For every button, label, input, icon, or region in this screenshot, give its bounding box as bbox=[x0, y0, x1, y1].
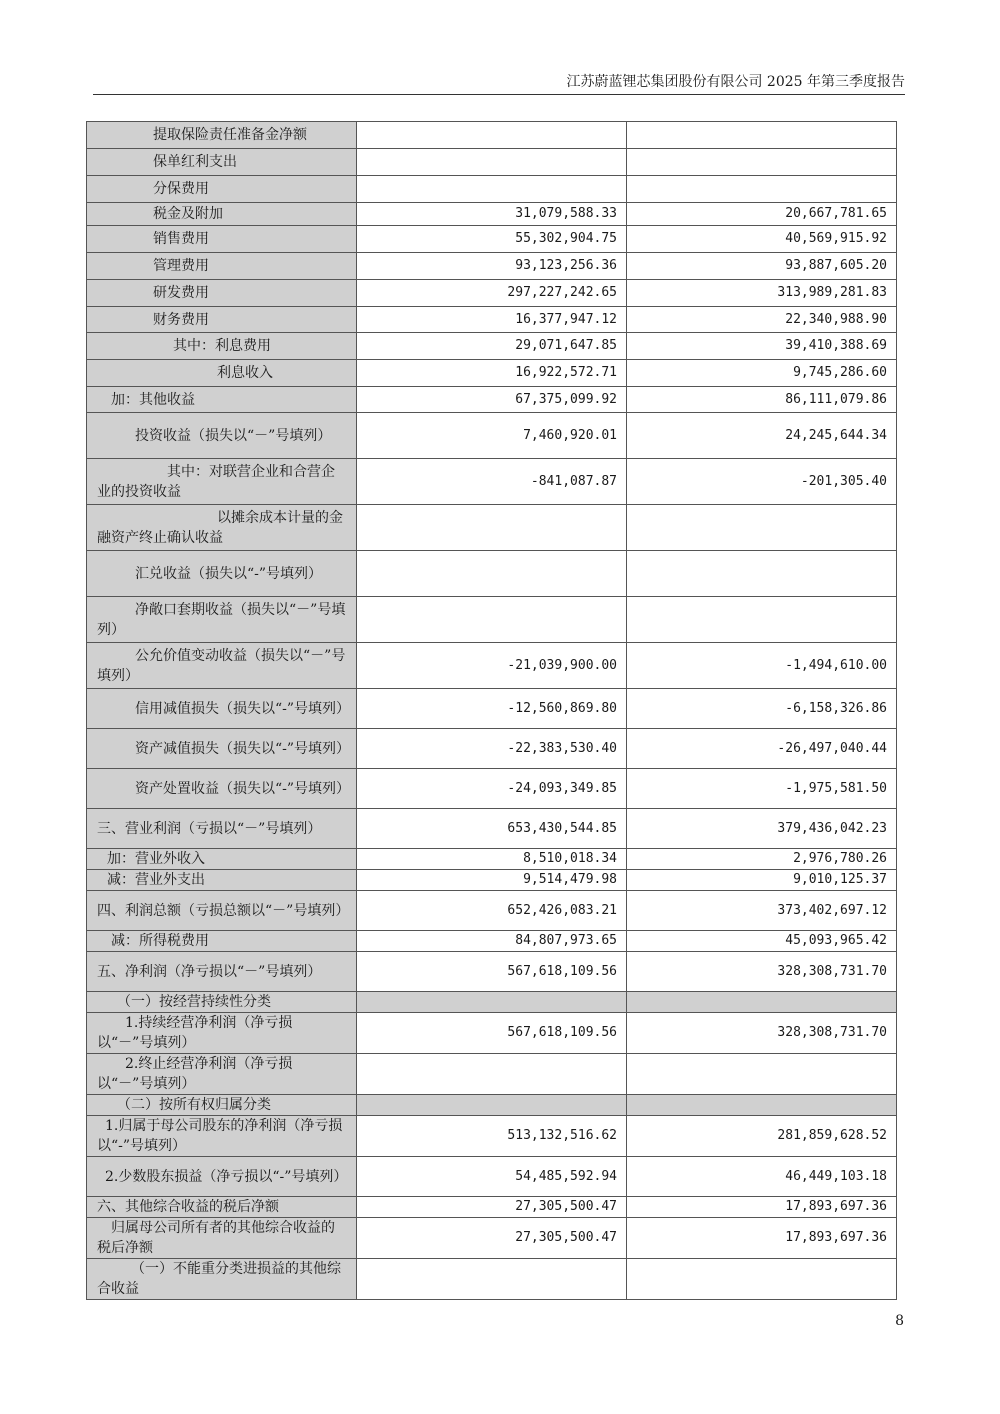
prior-period-value: 46,449,103.18 bbox=[627, 1157, 897, 1197]
row-label: 税金及附加 bbox=[87, 203, 357, 226]
current-period-value: -12,560,869.80 bbox=[357, 689, 627, 729]
prior-period-value: 17,893,697.36 bbox=[627, 1197, 897, 1218]
income-statement-body bbox=[87, 122, 897, 1300]
current-period-value: 513,132,516.62 bbox=[357, 1116, 627, 1157]
prior-period-value bbox=[627, 122, 897, 149]
current-period-value: 84,807,973.65 bbox=[357, 931, 627, 952]
current-period-value: -21,039,900.00 bbox=[357, 643, 627, 689]
table-row bbox=[87, 226, 897, 253]
prior-period-value: 86,111,079.86 bbox=[627, 387, 897, 413]
prior-period-value: 24,245,644.34 bbox=[627, 413, 897, 459]
prior-period-value bbox=[627, 597, 897, 643]
current-period-value: 8,510,018.34 bbox=[357, 849, 627, 870]
prior-period-value: 9,745,286.60 bbox=[627, 360, 897, 387]
table-row bbox=[87, 1218, 897, 1259]
row-label: 提取保险责任准备金净额 bbox=[87, 122, 357, 149]
table-row bbox=[87, 360, 897, 387]
current-period-value: 55,302,904.75 bbox=[357, 226, 627, 253]
row-label: （二）按所有权归属分类 bbox=[87, 1095, 357, 1116]
table-row bbox=[87, 643, 897, 689]
report-header: 江苏蔚蓝锂芯集团股份有限公司 2025 年第三季度报告 bbox=[93, 72, 905, 95]
table-row bbox=[87, 597, 897, 643]
row-label: 其中：利息费用 bbox=[87, 333, 357, 360]
row-label: 四、利润总额（亏损总额以“－”号填列） bbox=[87, 891, 357, 931]
row-label: 管理费用 bbox=[87, 253, 357, 280]
table-row bbox=[87, 122, 897, 149]
current-period-value: 7,460,920.01 bbox=[357, 413, 627, 459]
prior-period-value: 39,410,388.69 bbox=[627, 333, 897, 360]
prior-period-value: 45,093,965.42 bbox=[627, 931, 897, 952]
row-label: 净敞口套期收益（损失以“－”号填列） bbox=[87, 597, 357, 643]
prior-period-value: -201,305.40 bbox=[627, 459, 897, 505]
current-period-value: 297,227,242.65 bbox=[357, 280, 627, 307]
row-label: 保单红利支出 bbox=[87, 149, 357, 176]
table-row bbox=[87, 1013, 897, 1054]
table-row bbox=[87, 769, 897, 809]
prior-period-value: 373,402,697.12 bbox=[627, 891, 897, 931]
table-row bbox=[87, 1095, 897, 1116]
table-row bbox=[87, 870, 897, 891]
prior-period-value: 9,010,125.37 bbox=[627, 870, 897, 891]
row-label: 2.少数股东损益（净亏损以“-”号填列） bbox=[87, 1157, 357, 1197]
table-row bbox=[87, 149, 897, 176]
table-row bbox=[87, 952, 897, 992]
current-period-value bbox=[357, 597, 627, 643]
income-statement-table bbox=[86, 121, 897, 1300]
prior-period-value: 379,436,042.23 bbox=[627, 809, 897, 849]
row-label: 投资收益（损失以“－”号填列） bbox=[87, 413, 357, 459]
row-label: 研发费用 bbox=[87, 280, 357, 307]
row-label: 1.归属于母公司股东的净利润（净亏损以“-”号填列） bbox=[87, 1116, 357, 1157]
row-label: 1.持续经营净利润（净亏损以“－”号填列） bbox=[87, 1013, 357, 1054]
current-period-value: 54,485,592.94 bbox=[357, 1157, 627, 1197]
current-period-value: 9,514,479.98 bbox=[357, 870, 627, 891]
row-label: （一）按经营持续性分类 bbox=[87, 992, 357, 1013]
current-period-value: 29,071,647.85 bbox=[357, 333, 627, 360]
prior-period-value: 328,308,731.70 bbox=[627, 1013, 897, 1054]
table-row bbox=[87, 809, 897, 849]
row-label: 财务费用 bbox=[87, 307, 357, 333]
table-row bbox=[87, 459, 897, 505]
prior-period-value: -1,494,610.00 bbox=[627, 643, 897, 689]
current-period-value: 27,305,500.47 bbox=[357, 1218, 627, 1259]
prior-period-value: 20,667,781.65 bbox=[627, 203, 897, 226]
current-period-value: 653,430,544.85 bbox=[357, 809, 627, 849]
table-row bbox=[87, 992, 897, 1013]
row-label: 利息收入 bbox=[87, 360, 357, 387]
current-period-value: 652,426,083.21 bbox=[357, 891, 627, 931]
current-period-value bbox=[357, 1054, 627, 1095]
prior-period-value: 313,989,281.83 bbox=[627, 280, 897, 307]
table-row bbox=[87, 849, 897, 870]
row-label: 六、其他综合收益的税后净额 bbox=[87, 1197, 357, 1218]
table-row bbox=[87, 1054, 897, 1095]
current-period-value bbox=[357, 551, 627, 597]
row-label: 归属母公司所有者的其他综合收益的税后净额 bbox=[87, 1218, 357, 1259]
row-label: 资产减值损失（损失以“-”号填列） bbox=[87, 729, 357, 769]
current-period-value bbox=[357, 1095, 627, 1116]
row-label: 减：营业外支出 bbox=[87, 870, 357, 891]
row-label: 加：其他收益 bbox=[87, 387, 357, 413]
current-period-value: 567,618,109.56 bbox=[357, 952, 627, 992]
table-row bbox=[87, 253, 897, 280]
table-row bbox=[87, 280, 897, 307]
prior-period-value: 22,340,988.90 bbox=[627, 307, 897, 333]
row-label: 五、净利润（净亏损以“－”号填列） bbox=[87, 952, 357, 992]
table-row bbox=[87, 891, 897, 931]
current-period-value bbox=[357, 149, 627, 176]
prior-period-value bbox=[627, 505, 897, 551]
prior-period-value bbox=[627, 551, 897, 597]
table-row bbox=[87, 1157, 897, 1197]
table-row bbox=[87, 1197, 897, 1218]
current-period-value: 31,079,588.33 bbox=[357, 203, 627, 226]
table-row bbox=[87, 1116, 897, 1157]
prior-period-value bbox=[627, 992, 897, 1013]
prior-period-value: 93,887,605.20 bbox=[627, 253, 897, 280]
prior-period-value: -6,158,326.86 bbox=[627, 689, 897, 729]
row-label: 销售费用 bbox=[87, 226, 357, 253]
row-label: 加：营业外收入 bbox=[87, 849, 357, 870]
prior-period-value: 328,308,731.70 bbox=[627, 952, 897, 992]
prior-period-value: 281,859,628.52 bbox=[627, 1116, 897, 1157]
table-row bbox=[87, 931, 897, 952]
current-period-value: 16,922,572.71 bbox=[357, 360, 627, 387]
row-label: 减：所得税费用 bbox=[87, 931, 357, 952]
current-period-value bbox=[357, 992, 627, 1013]
table-row bbox=[87, 307, 897, 333]
prior-period-value bbox=[627, 1259, 897, 1300]
prior-period-value bbox=[627, 176, 897, 203]
prior-period-value: -26,497,040.44 bbox=[627, 729, 897, 769]
current-period-value: 93,123,256.36 bbox=[357, 253, 627, 280]
prior-period-value: 40,569,915.92 bbox=[627, 226, 897, 253]
row-label: 2.终止经营净利润（净亏损以“－”号填列） bbox=[87, 1054, 357, 1095]
table-row bbox=[87, 551, 897, 597]
table-row bbox=[87, 505, 897, 551]
row-label: 以摊余成本计量的金融资产终止确认收益 bbox=[87, 505, 357, 551]
table-row bbox=[87, 333, 897, 360]
row-label: 汇兑收益（损失以“-”号填列） bbox=[87, 551, 357, 597]
prior-period-value: -1,975,581.50 bbox=[627, 769, 897, 809]
table-row bbox=[87, 1259, 897, 1300]
current-period-value: -841,087.87 bbox=[357, 459, 627, 505]
row-label: 三、营业利润（亏损以“－”号填列） bbox=[87, 809, 357, 849]
prior-period-value bbox=[627, 149, 897, 176]
current-period-value: -24,093,349.85 bbox=[357, 769, 627, 809]
row-label: （一）不能重分类进损益的其他综合收益 bbox=[87, 1259, 357, 1300]
page-number: 8 bbox=[895, 1313, 904, 1329]
current-period-value bbox=[357, 122, 627, 149]
table-row bbox=[87, 203, 897, 226]
current-period-value: 67,375,099.92 bbox=[357, 387, 627, 413]
prior-period-value bbox=[627, 1095, 897, 1116]
table-row bbox=[87, 387, 897, 413]
current-period-value: -22,383,530.40 bbox=[357, 729, 627, 769]
current-period-value: 567,618,109.56 bbox=[357, 1013, 627, 1054]
prior-period-value bbox=[627, 1054, 897, 1095]
current-period-value bbox=[357, 176, 627, 203]
current-period-value bbox=[357, 505, 627, 551]
current-period-value: 16,377,947.12 bbox=[357, 307, 627, 333]
table-row bbox=[87, 413, 897, 459]
current-period-value: 27,305,500.47 bbox=[357, 1197, 627, 1218]
row-label: 信用减值损失（损失以“-”号填列） bbox=[87, 689, 357, 729]
current-period-value bbox=[357, 1259, 627, 1300]
row-label: 其中：对联营企业和合营企业的投资收益 bbox=[87, 459, 357, 505]
prior-period-value: 2,976,780.26 bbox=[627, 849, 897, 870]
row-label: 公允价值变动收益（损失以“－”号填列） bbox=[87, 643, 357, 689]
table-row bbox=[87, 176, 897, 203]
prior-period-value: 17,893,697.36 bbox=[627, 1218, 897, 1259]
table-row bbox=[87, 729, 897, 769]
row-label: 分保费用 bbox=[87, 176, 357, 203]
row-label: 资产处置收益（损失以“-”号填列） bbox=[87, 769, 357, 809]
table-row bbox=[87, 689, 897, 729]
